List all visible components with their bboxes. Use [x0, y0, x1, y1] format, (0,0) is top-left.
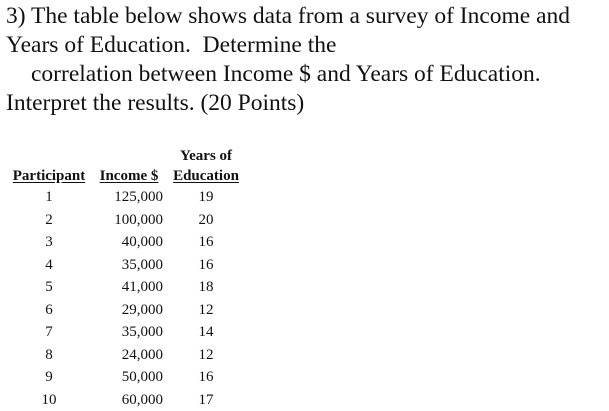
table-row	[7, 186, 245, 209]
question-line-1: 3) The table below shows data from a survey of Income and	[6, 2, 606, 31]
cell-income: 41,000	[91, 276, 167, 299]
question-text	[6, 2, 606, 118]
cell-participant: 6	[7, 299, 91, 322]
cell-income: 35,000	[91, 321, 167, 344]
header-income-spacer	[91, 146, 167, 166]
table-row	[7, 231, 245, 254]
cell-education: 17	[167, 389, 245, 411]
header-participant-spacer	[7, 146, 91, 166]
cell-participant: 10	[7, 389, 91, 411]
cell-income: 125,000	[91, 186, 167, 209]
header-education-bottom: Education	[167, 166, 245, 186]
cell-education: 16	[167, 366, 245, 389]
cell-participant: 2	[7, 209, 91, 232]
cell-education: 16	[167, 231, 245, 254]
cell-participant: 4	[7, 254, 91, 277]
table-row	[7, 276, 245, 299]
cell-income: 100,000	[91, 209, 167, 232]
table-row	[7, 321, 245, 344]
cell-income: 40,000	[91, 231, 167, 254]
cell-participant: 1	[7, 186, 91, 209]
cell-income: 35,000	[91, 254, 167, 277]
table-row	[7, 389, 245, 411]
cell-education: 12	[167, 344, 245, 367]
question-line-3: correlation between Income $ and Years of Education.	[6, 60, 606, 89]
cell-participant: 9	[7, 366, 91, 389]
cell-participant: 7	[7, 321, 91, 344]
cell-education: 14	[167, 321, 245, 344]
header-participant: Participant	[7, 166, 91, 186]
table-row	[7, 209, 245, 232]
income-education-table	[7, 146, 245, 411]
table-row	[7, 254, 245, 277]
cell-participant: 5	[7, 276, 91, 299]
cell-education: 20	[167, 209, 245, 232]
header-income: Income $	[91, 166, 167, 186]
cell-income: 24,000	[91, 344, 167, 367]
table-row	[7, 344, 245, 367]
question-line-2: Years of Education. Determine the	[6, 31, 606, 60]
cell-participant: 3	[7, 231, 91, 254]
question-line-4: Interpret the results. (20 Points)	[6, 89, 606, 118]
cell-income: 50,000	[91, 366, 167, 389]
cell-education: 18	[167, 276, 245, 299]
cell-income: 60,000	[91, 389, 167, 411]
cell-income: 29,000	[91, 299, 167, 322]
cell-education: 16	[167, 254, 245, 277]
header-education-top: Years of	[167, 146, 245, 166]
header-row-bottom	[7, 166, 245, 186]
table-row	[7, 366, 245, 389]
table-row	[7, 299, 245, 322]
cell-education: 12	[167, 299, 245, 322]
cell-participant: 8	[7, 344, 91, 367]
header-row-top	[7, 146, 245, 166]
cell-education: 19	[167, 186, 245, 209]
